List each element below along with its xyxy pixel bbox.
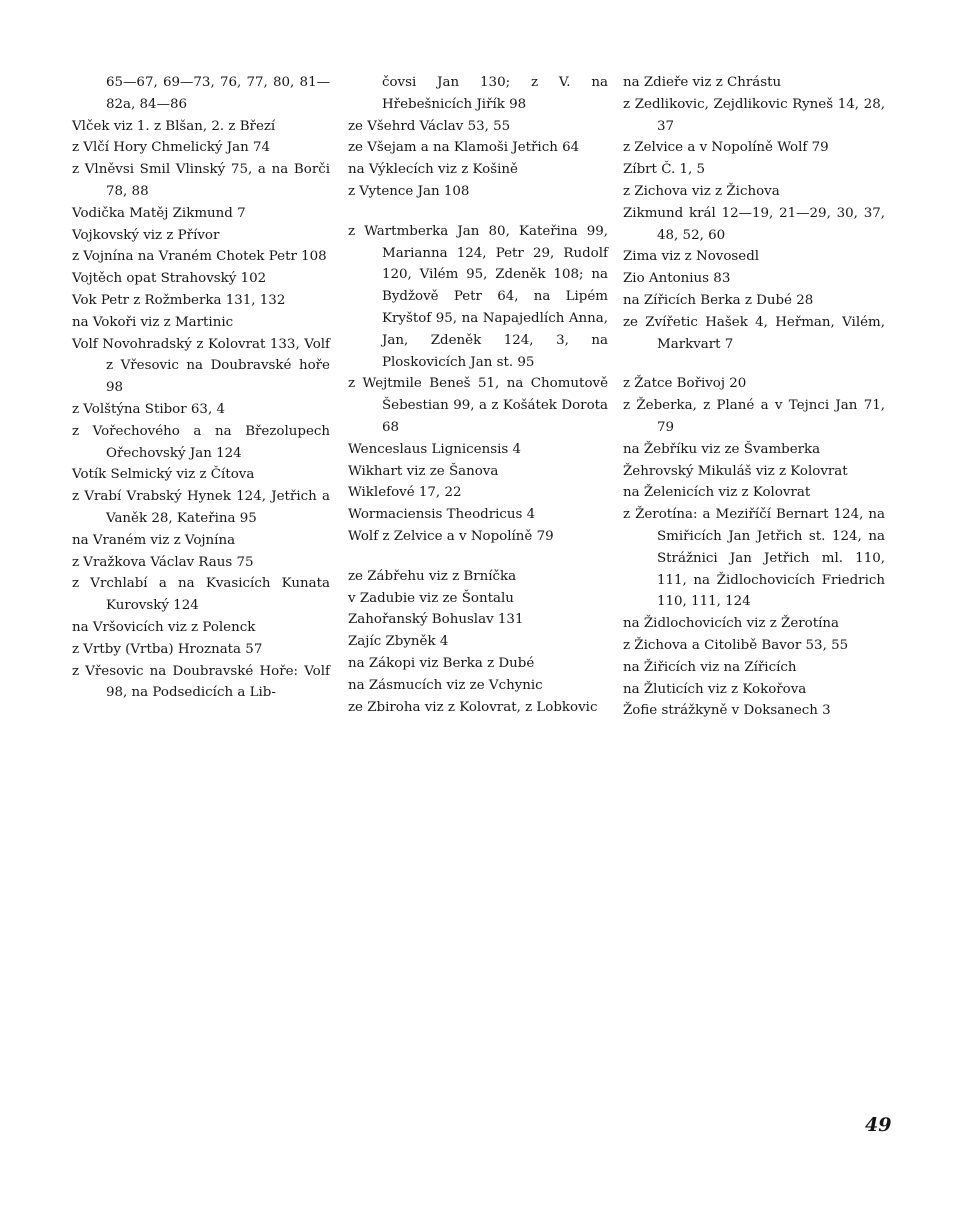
index-entry: Zio Antonius 83 xyxy=(623,271,731,287)
index-entry: na Zířicích Berka z Dubé 28 xyxy=(623,292,814,308)
index-entry: ze Všehrd Václav 53, 55 xyxy=(348,118,511,134)
index-entry: Wikhart viz ze Šanova xyxy=(348,463,499,479)
index-entry: Vok Petr z Rožmberka 131, 132 xyxy=(72,292,286,308)
entry-gap xyxy=(348,203,608,221)
index-entry: Vojkovský viz z Přívor xyxy=(72,227,220,243)
index-entry: Wormaciensis Theodricus 4 xyxy=(348,507,536,523)
index-entry: z Vytence Jan 108 xyxy=(348,183,470,199)
index-entry: Vlček viz 1. z Blšan, 2. z Březí xyxy=(72,118,276,134)
index-entry: z Vrtby (Vrtba) Hroznata 57 xyxy=(72,641,263,657)
index-entry: Žofie strážkyně v Doksanech 3 xyxy=(623,703,831,719)
index-entry: na Žebříku viz ze Švamberka xyxy=(623,441,821,457)
index-entry: z Zedlikovic, Zejdlikovic Ryneš 14, 28, 37 xyxy=(623,96,885,134)
index-entry: Wiklefové 17, 22 xyxy=(348,485,462,501)
index-entry: z Vlněvsi Smil Vlinský 75, a na Borči 78, 88 xyxy=(72,162,330,199)
index-entry: na Želenicích viz z Kolovrat xyxy=(623,485,811,501)
index-entry: z Wejtmile Beneš 51, na Chomutově Šebestian 99, a z Košátek Dorota 68 xyxy=(348,376,608,435)
index-entry: z Wartmberka Jan 80, Kateřina 99, Marianna 124, Petr 29, Rudolf 120, Vilém 95, Zdeněk 108; na Bydžově Petr 64, na Lipém Kryštof 95, na Napajedlích Anna, Jan, Zdeněk 124, 3, na Ploskovicích Jan st. 95 xyxy=(348,223,608,370)
index-entry: ze Zvířetic Hašek 4, Heřman, Vilém, Markvart 7 xyxy=(623,314,885,352)
index-entry: Vodička Matěj Zikmund 7 xyxy=(72,205,246,221)
index-entry: na Žiřicích viz na Zířicích xyxy=(623,659,797,675)
index-entry: z Žichova a Citolibě Bavor 53, 55 xyxy=(623,637,849,653)
index-entry: na Vokoři viz z Martinic xyxy=(72,314,234,330)
index-entry: z Vrchlabí a na Kvasicích Kunata Kurovský 124 xyxy=(72,576,330,614)
index-entry: na Zdieře viz z Chrástu xyxy=(623,75,782,90)
index-entry: na Výklecích viz z Košině xyxy=(348,162,518,178)
index-entry: na Vraném viz z Vojnína xyxy=(72,532,236,548)
index-column-2 xyxy=(348,72,608,718)
index-entry: na Vršovicích viz z Polenck xyxy=(72,619,256,635)
index-entry: Zajíc Zbyněk 4 xyxy=(348,634,449,650)
index-entry: z Zelvice a v Nopolíně Wolf 79 xyxy=(623,140,829,156)
index-entry-continuation: 65—67, 69—73, 76, 77, 80, 81—82a, 84—86 xyxy=(106,75,330,112)
index-entry: z Vražkova Václav Raus 75 xyxy=(72,554,254,570)
entry-gap xyxy=(623,355,885,373)
index-entry: z Vořechového a na Březolupech Ořechovský Jan 124 xyxy=(72,423,330,461)
index-entry: Zahořanský Bohuslav 131 xyxy=(348,612,524,628)
index-entry: ze Všejam a na Klamoši Jetřich 64 xyxy=(348,140,580,156)
index-entry: z Zichova viz z Žichova xyxy=(623,183,780,199)
index-entry: Votík Selmický viz z Čítova xyxy=(72,467,255,483)
index-entry: na Židlochovicích viz z Žerotína xyxy=(623,616,839,632)
index-entry: Vojtěch opat Strahovský 102 xyxy=(72,271,267,287)
index-entry-continuation: čovsi Jan 130; z V. na Hřebešnicích Jiřík 98 xyxy=(382,75,608,112)
index-entry: z Vrabí Vrabský Hynek 124, Jetřich a Vaněk 28, Kateřina 95 xyxy=(72,489,330,526)
index-entry: z Vlčí Hory Chmelický Jan 74 xyxy=(72,140,271,156)
index-entry: z Žatce Bořivoj 20 xyxy=(623,376,747,392)
index-entry: z Vojnína na Vraném Chotek Petr 108 xyxy=(72,249,327,265)
index-entry: na Žluticích viz z Kokořova xyxy=(623,681,807,697)
index-entry: z Vřesovic na Doubravské Hoře: Volf 98, na Podsedicích a Lib- xyxy=(72,663,330,701)
index-entry: z Volštýna Stibor 63, 4 xyxy=(72,401,225,417)
index-entry: Zikmund král 12—19, 21—29, 30, 37, 48, 52, 60 xyxy=(623,205,885,243)
index-entry: Zima viz z Novosedl xyxy=(623,249,760,265)
index-entry: Wenceslaus Lignicensis 4 xyxy=(348,441,522,457)
index-entry: Wolf z Zelvice a v Nopolíně 79 xyxy=(348,528,554,544)
index-entry: na Zákopi viz Berka z Dubé xyxy=(348,655,535,671)
entry-gap xyxy=(348,548,608,566)
index-column-1 xyxy=(72,72,330,704)
index-column-3 xyxy=(623,72,885,722)
index-entry: Zíbrt Č. 1, 5 xyxy=(623,162,706,178)
index-entry: Volf Novohradský z Kolovrat 133, Volf z Vřesovic na Doubravské hoře 98 xyxy=(72,336,330,396)
index-entry: z Žeberka, z Plané a v Tejnci Jan 71, 79 xyxy=(623,398,885,435)
index-entry: ze Zábřehu viz z Brníčka xyxy=(348,568,517,584)
index-entry: z Žerotína: a Meziříčí Bernart 124, na Smiřicích Jan Jetřich st. 124, na Strážnici Jan Jetřich ml. 110, 111, na Židlochovicích Friedrich 110, 111, 124 xyxy=(623,507,885,610)
index-entry: ze Zbiroha viz z Kolovrat, z Lobkovic xyxy=(348,699,598,715)
index-entry: v Zadubie viz ze Šontalu xyxy=(348,590,514,606)
index-entry: na Zásmucích viz ze Vchynic xyxy=(348,677,543,693)
index-entry: Žehrovský Mikuláš viz z Kolovrat xyxy=(623,463,848,479)
page-number: 49 xyxy=(865,1114,892,1136)
